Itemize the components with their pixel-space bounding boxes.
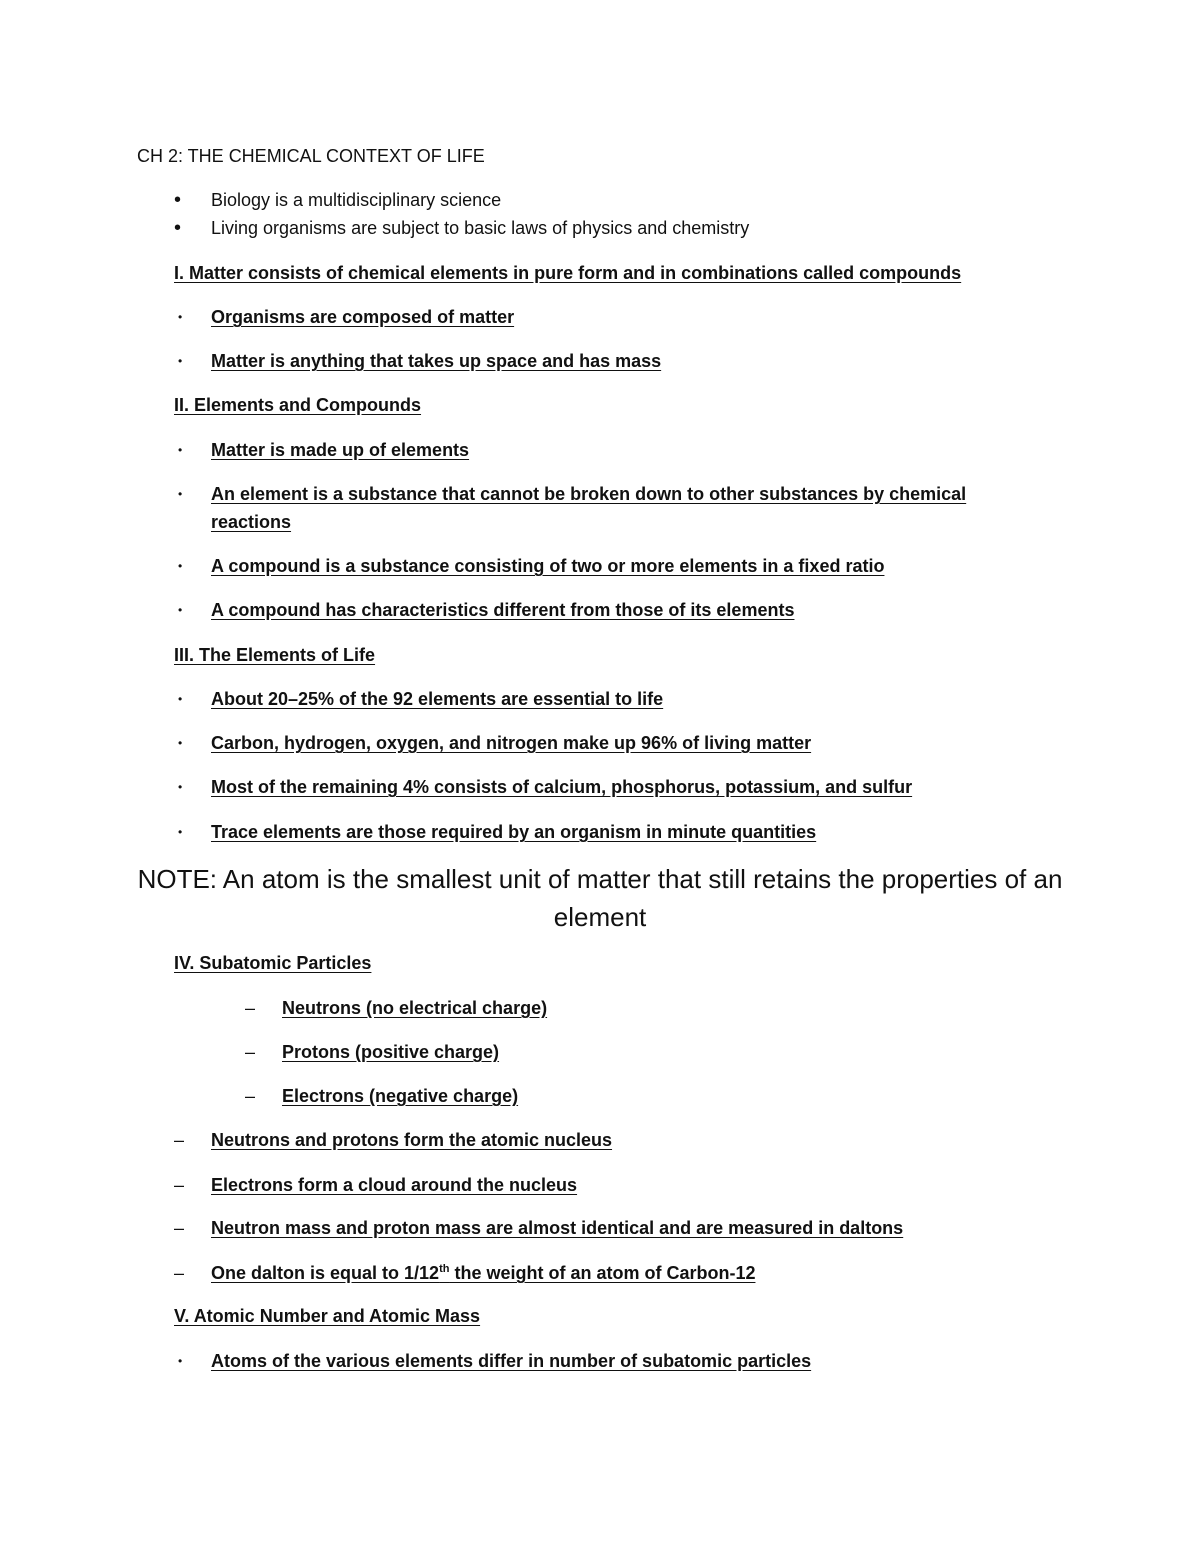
bullet-icon: •	[178, 780, 183, 794]
list-item: Electrons form a cloud around the nucleus	[211, 1175, 578, 1195]
dash-icon: –	[174, 1175, 185, 1195]
section-heading: III. The Elements of Life	[174, 645, 376, 665]
bullet-icon: •	[178, 825, 183, 839]
bullet-icon: •	[178, 559, 183, 573]
dalton-text: One dalton is equal to 1/12	[211, 1263, 440, 1283]
dash-icon: –	[174, 1218, 185, 1238]
intro-bullet: Living organisms are subject to basic laws of physics and chemistry	[211, 218, 750, 238]
list-item: Carbon, hydrogen, oxygen, and nitrogen make up 96% of living matter	[211, 733, 812, 753]
bullet-icon: •	[178, 736, 183, 750]
bullet-icon: •	[178, 603, 183, 617]
bullet-icon: •	[178, 1354, 183, 1368]
dash-icon: –	[245, 1086, 256, 1106]
section-heading: II. Elements and Compounds	[174, 395, 422, 415]
bullet-icon: •	[178, 692, 183, 706]
list-item-continuation: reactions	[211, 512, 292, 532]
sub-list-item: Electrons (negative charge)	[282, 1086, 519, 1106]
bullet-icon: •	[178, 310, 183, 324]
bullet-icon: •	[178, 354, 183, 368]
list-item: Matter is made up of elements	[211, 440, 470, 460]
bullet-icon: •	[178, 443, 183, 457]
dalton-superscript: th	[439, 1263, 450, 1275]
list-item: Organisms are composed of matter	[211, 307, 515, 327]
dash-icon: –	[174, 1130, 185, 1150]
sub-list-item: Protons (positive charge)	[282, 1042, 500, 1062]
section-heading: I. Matter consists of chemical elements in pure form and in combinations called compounds	[174, 263, 962, 283]
list-item: Trace elements are those required by an organism in minute quantities	[211, 822, 817, 842]
intro-bullet: Biology is a multidisciplinary science	[211, 190, 502, 210]
page-title: CH 2: THE CHEMICAL CONTEXT OF LIFE	[137, 146, 485, 166]
dash-icon: –	[245, 998, 256, 1018]
section-heading: V. Atomic Number and Atomic Mass	[174, 1306, 481, 1326]
bullet-icon: •	[178, 487, 183, 501]
dash-icon: –	[174, 1263, 185, 1283]
list-item: Most of the remaining 4% consists of calcium, phosphorus, potassium, and sulfur	[211, 777, 913, 797]
list-item: A compound has characteristics different from those of its elements	[211, 600, 795, 620]
list-item: Neutron mass and proton mass are almost identical and are measured in daltons	[211, 1218, 904, 1238]
list-item: About 20–25% of the 92 elements are essential to life	[211, 689, 664, 709]
sub-list-item: Neutrons (no electrical charge)	[282, 998, 548, 1018]
bullet-icon: •	[174, 217, 182, 239]
list-item-dalton	[211, 1261, 755, 1285]
list-item: An element is a substance that cannot be broken down to other substances by chemical	[211, 484, 967, 504]
dash-icon: –	[245, 1042, 256, 1062]
list-item: Neutrons and protons form the atomic nucleus	[211, 1130, 613, 1150]
section-heading: IV. Subatomic Particles	[174, 953, 372, 973]
list-item: Atoms of the various elements differ in number of subatomic particles	[211, 1351, 812, 1371]
dalton-text-rest: the weight of an atom of Carbon-12	[449, 1263, 756, 1283]
list-item: Matter is anything that takes up space and has mass	[211, 351, 662, 371]
note-callout: NOTE: An atom is the smallest unit of matter that still retains the properties of an element	[137, 864, 1063, 932]
bullet-icon: •	[174, 189, 182, 211]
list-item: A compound is a substance consisting of two or more elements in a fixed ratio	[211, 556, 885, 576]
